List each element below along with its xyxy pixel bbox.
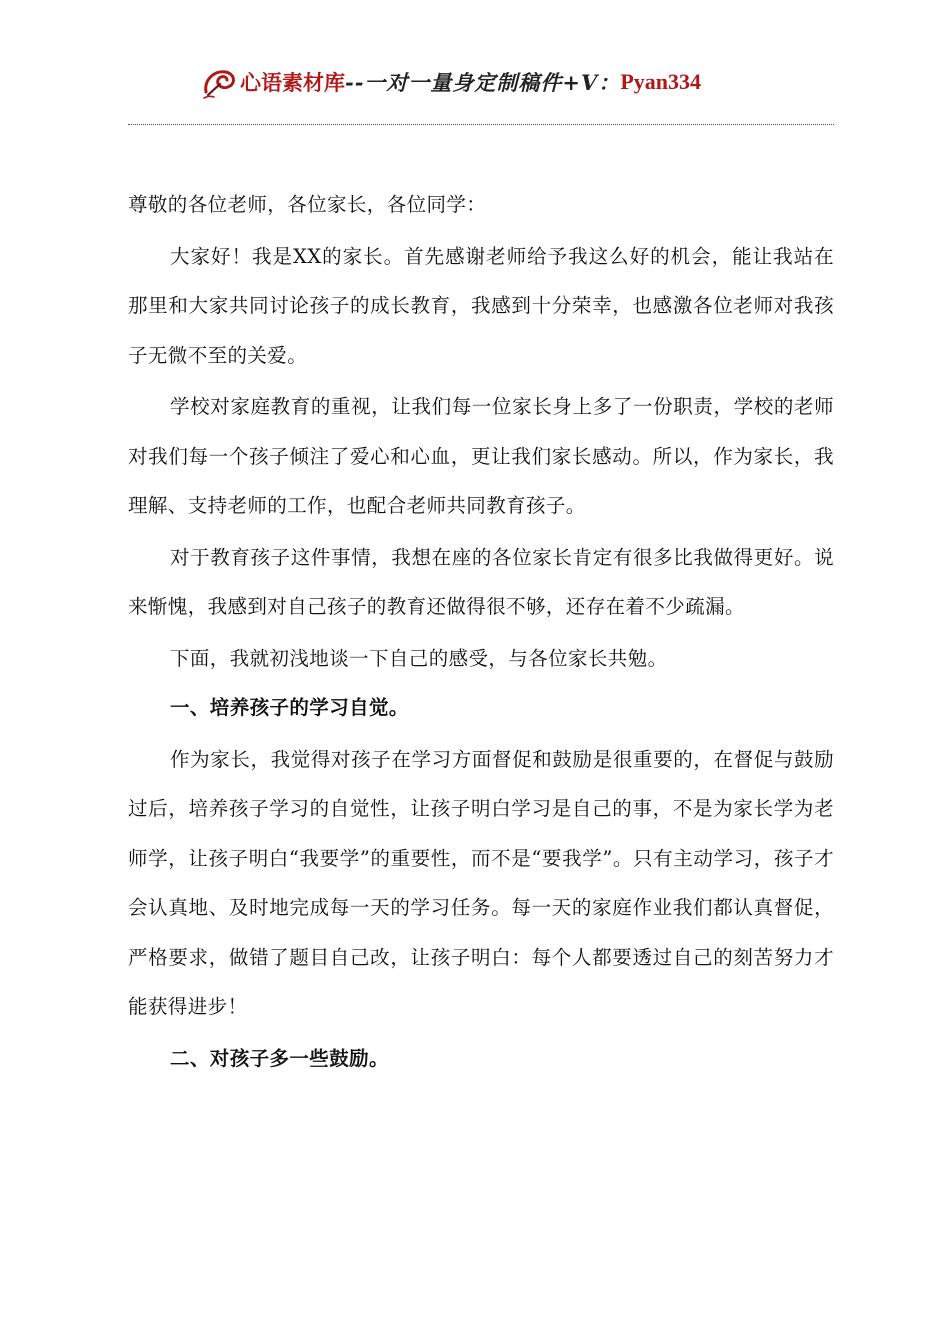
paragraph: 作为家长，我觉得对孩子在学习方面督促和鼓励是很重要的，在督促与鼓励过后，培养孩子学习的自觉性，让孩子明白学习是自己的事，不是为家长学为老师学，让孩子明白“我要学”的重要性，而不是“要我学”。只有主动学习，孩子才会认真地、及时地完成每一天的学习任务。每一天的家庭作业我们都认真督促，严格要求，做错了题目自己改，让孩子明白：每个人都要透过自己的刻苦努力才能获得进步！ [128,747,834,1018]
header-contact: Pyan334 [620,69,702,94]
quill-swirl-icon [200,62,240,102]
paragraph: 大家好！我是XX的家长。首先感谢老师给予我这么好的机会，能让我站在那里和大家共同讨论孩子的成长教育，我感到十分荣幸，也感激各位老师对我孩子无微不至的关爱。 [128,244,834,367]
paragraph: 下面，我就初浅地谈一下自己的感受，与各位家长共勉。 [170,646,668,670]
salutation: 尊敬的各位老师，各位家长，各位同学： [128,193,487,216]
paragraph: 学校对家庭教育的重视，让我们每一位家长身上多了一份职责，学校的老师对我们每一个孩子倾注了爱心和心血，更让我们家长感动。所以，作为家长，我理解、支持老师的工作，也配合老师共同教育孩子。 [128,395,834,517]
paragraph: 对于教育孩子这件事情，我想在座的各位家长肯定有很多比我做得更好。说来惭愧，我感到对自己孩子的教育还做得很不够，还存在着不少疏漏。 [128,545,834,618]
section-heading: 一、培养孩子的学习自觉。 [170,696,409,719]
section-heading: 二、对孩子多一些鼓励。 [170,1046,389,1070]
header-divider [128,124,834,125]
document-body [128,180,834,1083]
page-header [200,62,701,102]
brand-name: 心语素材库 [240,70,345,95]
header-tagline: --一对一量身定制稿件+V： [345,70,621,95]
